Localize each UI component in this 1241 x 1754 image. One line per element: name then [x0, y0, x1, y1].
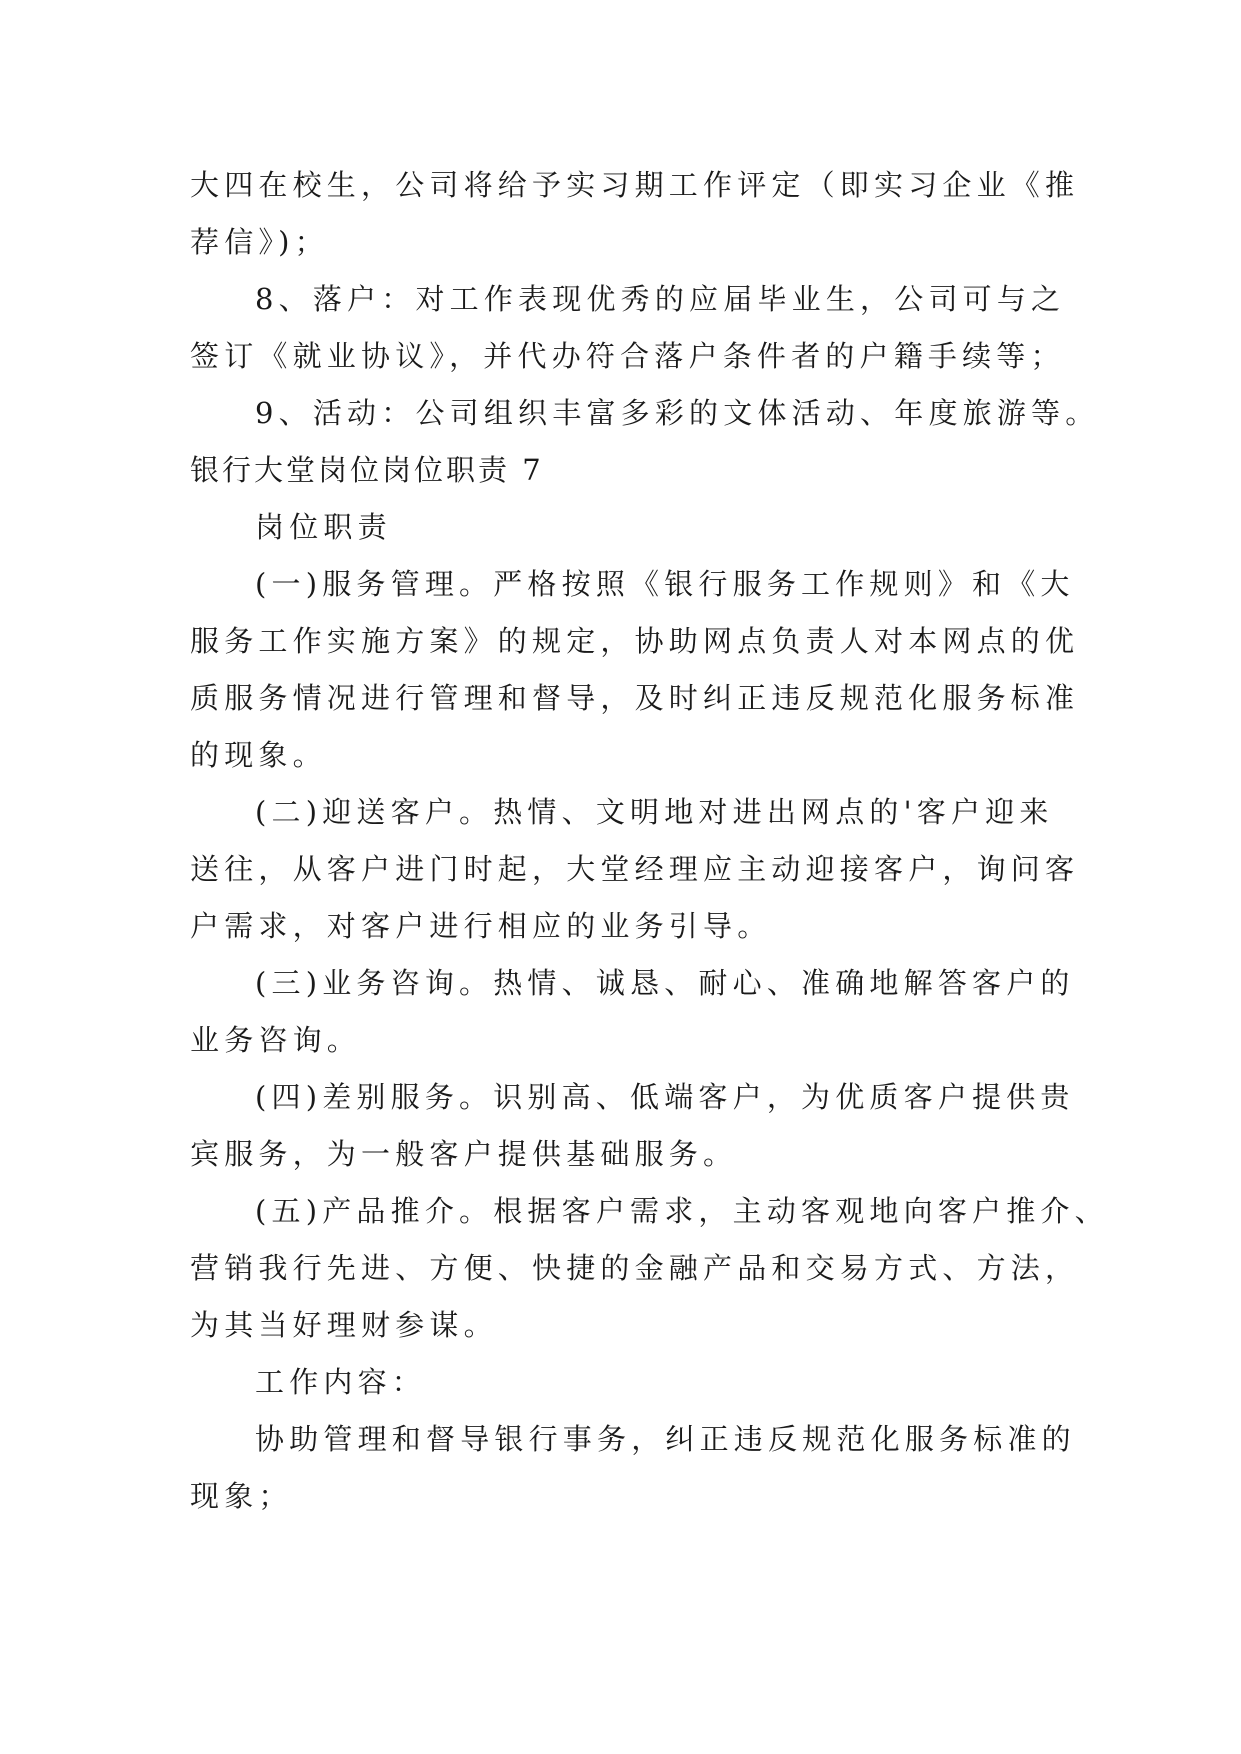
paragraph-line: 协助管理和督导银行事务，纠正违反规范化服务标准的 — [255, 1422, 1076, 1456]
paragraph-line: 业务咨询。 — [190, 1023, 362, 1057]
paragraph-line: 营销我行先进、方便、快捷的金融产品和交易方式、方法， — [190, 1251, 1080, 1285]
paragraph-line: 的现象。 — [190, 738, 327, 772]
paragraph-line: (二)迎送客户。热情、文明地对进出网点的'客户迎来 — [255, 795, 1054, 829]
paragraph-line: 户需求，对客户进行相应的业务引导。 — [190, 909, 772, 943]
subheading: 岗位职责 — [255, 510, 392, 544]
paragraph-line: (四)差别服务。识别高、低端客户，为优质客户提供贵 — [255, 1080, 1075, 1114]
paragraph-line: (三)业务咨询。热情、诚恳、耐心、准确地解答客户的 — [255, 966, 1075, 1000]
paragraph-line: 荐信》)； — [190, 225, 329, 259]
paragraph-line: 宾服务，为一般客户提供基础服务。 — [190, 1137, 738, 1171]
paragraph-line: 8、落户：对工作表现优秀的应届毕业生，公司可与之 — [255, 282, 1066, 316]
paragraph-line: (五)产品推介。根据客户需求，主动客观地向客户推介、 — [255, 1194, 1109, 1228]
paragraph-line: 签订《就业协议》，并代办符合落户条件者的户籍手续等； — [190, 339, 1065, 373]
paragraph-line: 现象； — [190, 1479, 293, 1513]
subheading: 工作内容： — [255, 1365, 427, 1399]
paragraph-line: 为其当好理财参谋。 — [190, 1308, 498, 1342]
paragraph-line: 送往，从客户进门时起，大堂经理应主动迎接客户，询问客 — [190, 852, 1080, 886]
paragraph-line: (一)服务管理。严格按照《银行服务工作规则》和《大 — [255, 567, 1075, 601]
paragraph-line: 大四在校生，公司将给予实习期工作评定（即实习企业《推 — [190, 168, 1080, 202]
section-title: 银行大堂岗位岗位职责 7 — [190, 453, 544, 487]
paragraph-line: 9、活动：公司组织丰富多彩的文体活动、年度旅游等。 — [255, 396, 1100, 430]
paragraph-line: 质服务情况进行管理和督导，及时纠正违反规范化服务标准 — [190, 681, 1080, 715]
paragraph-line: 服务工作实施方案》的规定，协助网点负责人对本网点的优 — [190, 624, 1080, 658]
